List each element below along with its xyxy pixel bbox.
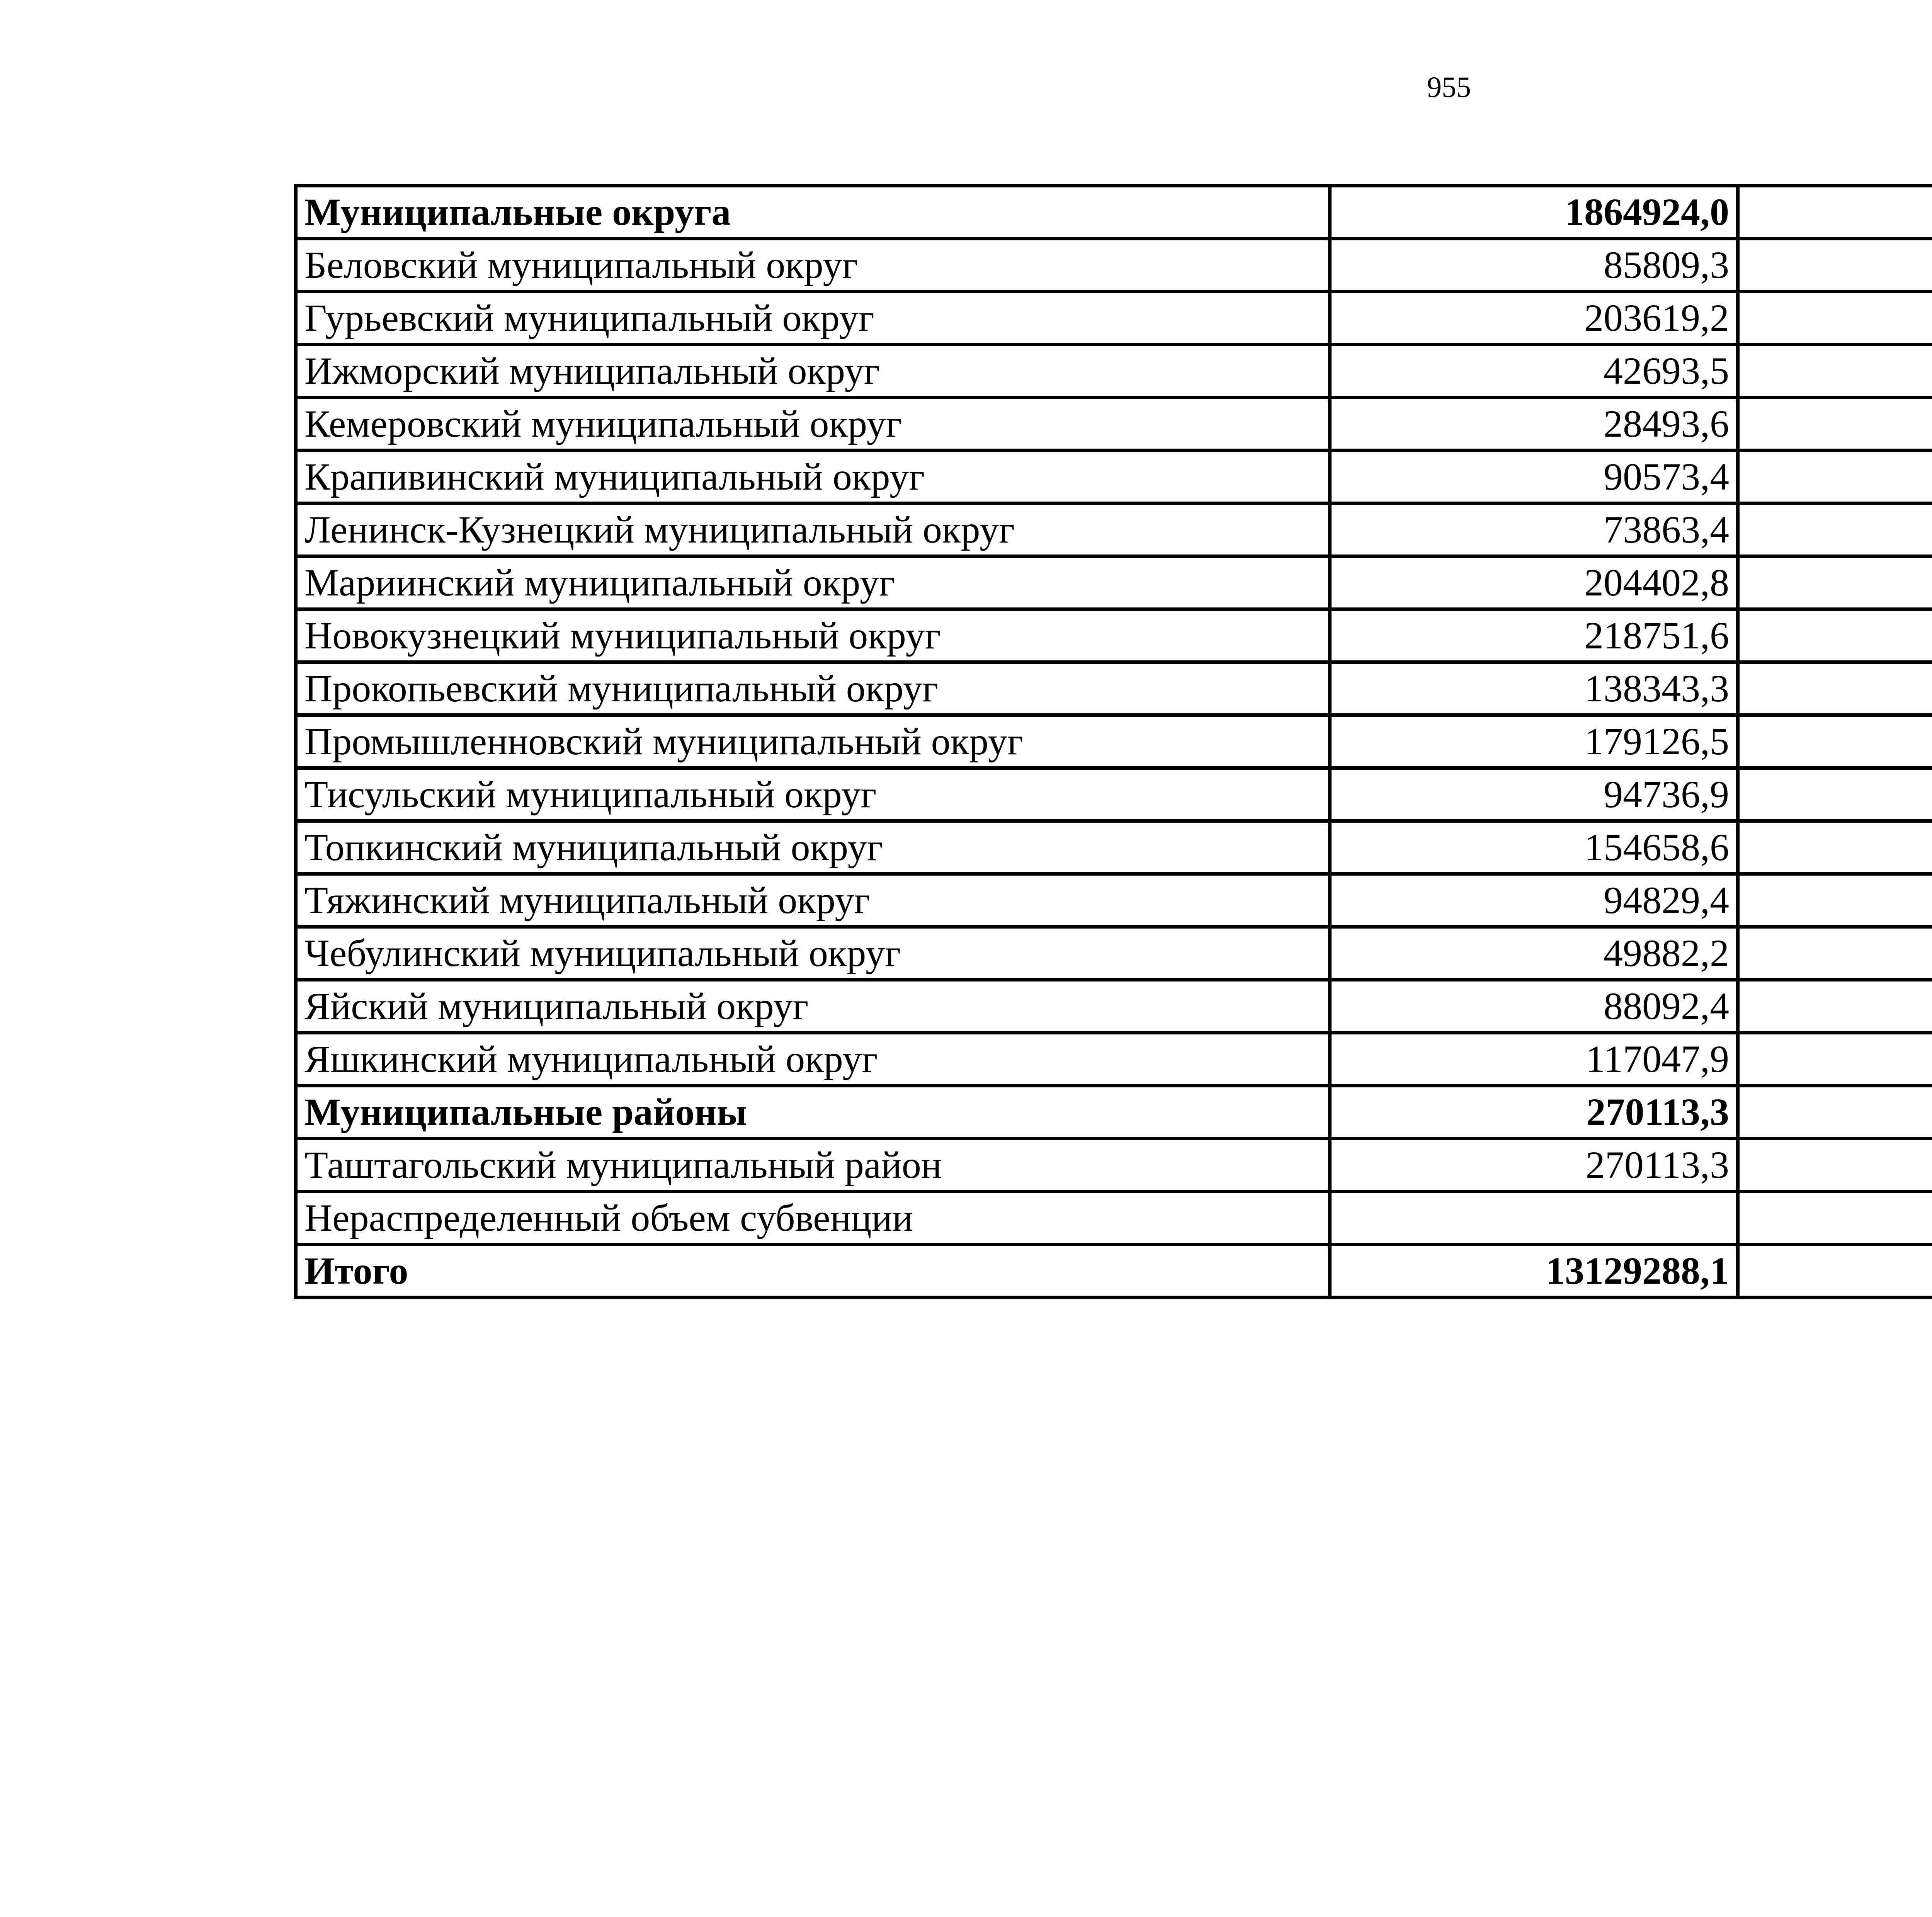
- value-col2-cell: [1738, 186, 1932, 239]
- value-col2-cell: [1738, 1139, 1932, 1192]
- value-col2-cell: [1738, 1245, 1932, 1298]
- value-col2-cell: [1738, 821, 1932, 874]
- table-subtotal-row: [296, 1086, 1932, 1139]
- municipality-name-cell: Мариинский муниципальный округ: [296, 556, 1330, 609]
- table-row: [296, 927, 1932, 980]
- value-col2-cell: [1738, 927, 1932, 980]
- table-row: [296, 292, 1932, 345]
- table-row: [296, 503, 1932, 556]
- value-col1-cell: 179126,5: [1330, 715, 1738, 768]
- municipality-name-cell: Тяжинский муниципальный округ: [296, 874, 1330, 927]
- value-col2-cell: [1738, 662, 1932, 715]
- table-subtotal-row: [296, 1245, 1932, 1298]
- table-body: [296, 186, 1932, 1298]
- value-col2-cell: [1738, 1192, 1932, 1245]
- table-row: [296, 345, 1932, 398]
- municipality-name-cell: Беловский муниципальный округ: [296, 239, 1330, 292]
- subvention-table: [294, 184, 1932, 1299]
- municipality-name-cell: Новокузнецкий муниципальный округ: [296, 609, 1330, 662]
- table-row: [296, 821, 1932, 874]
- municipality-name-cell: Таштагольский муниципальный район: [296, 1139, 1330, 1192]
- municipality-name-cell: Промышленновский муниципальный округ: [296, 715, 1330, 768]
- table-row: [296, 1033, 1932, 1086]
- table-row: [296, 1139, 1932, 1192]
- municipality-name-cell: Гурьевский муниципальный округ: [296, 292, 1330, 345]
- municipality-name-cell: Итого: [296, 1245, 1330, 1298]
- value-col2-cell: [1738, 451, 1932, 503]
- value-col1-cell: 204402,8: [1330, 556, 1738, 609]
- table-subtotal-row: [296, 186, 1932, 239]
- value-col1-cell: 13129288,1: [1330, 1245, 1738, 1298]
- table-row: [296, 768, 1932, 821]
- value-col1-cell: 94829,4: [1330, 874, 1738, 927]
- page-number: 955: [1427, 71, 1471, 104]
- value-col2-cell: [1738, 345, 1932, 398]
- municipality-name-cell: Топкинский муниципальный округ: [296, 821, 1330, 874]
- value-col1-cell: 90573,4: [1330, 451, 1738, 503]
- value-col2-cell: [1738, 239, 1932, 292]
- value-col2-cell: [1738, 874, 1932, 927]
- table-row: [296, 1192, 1932, 1245]
- table-row: [296, 874, 1932, 927]
- value-col1-cell: [1330, 1192, 1738, 1245]
- value-col2-cell: [1738, 715, 1932, 768]
- value-col2-cell: [1738, 768, 1932, 821]
- value-col1-cell: 218751,6: [1330, 609, 1738, 662]
- table-row: [296, 609, 1932, 662]
- municipality-name-cell: Нераспределенный объем субвенции: [296, 1192, 1330, 1245]
- value-col1-cell: 94736,9: [1330, 768, 1738, 821]
- value-col1-cell: 270113,3: [1330, 1086, 1738, 1139]
- value-col2-cell: [1738, 556, 1932, 609]
- table-row: [296, 715, 1932, 768]
- table-row: [296, 556, 1932, 609]
- value-col1-cell: 28493,6: [1330, 398, 1738, 451]
- value-col2-cell: [1738, 398, 1932, 451]
- municipality-name-cell: Ижморский муниципальный округ: [296, 345, 1330, 398]
- value-col2-cell: [1738, 503, 1932, 556]
- municipality-name-cell: Яшкинский муниципальный округ: [296, 1033, 1330, 1086]
- value-col1-cell: 270113,3: [1330, 1139, 1738, 1192]
- municipality-name-cell: Крапивинский муниципальный округ: [296, 451, 1330, 503]
- table-row: [296, 239, 1932, 292]
- value-col1-cell: 154658,6: [1330, 821, 1738, 874]
- value-col1-cell: 88092,4: [1330, 980, 1738, 1033]
- value-col1-cell: 42693,5: [1330, 345, 1738, 398]
- municipality-name-cell: Кемеровский муниципальный округ: [296, 398, 1330, 451]
- value-col1-cell: 85809,3: [1330, 239, 1738, 292]
- table-row: [296, 398, 1932, 451]
- value-col1-cell: 49882,2: [1330, 927, 1738, 980]
- table-row: [296, 980, 1932, 1033]
- value-col1-cell: 138343,3: [1330, 662, 1738, 715]
- value-col1-cell: 203619,2: [1330, 292, 1738, 345]
- municipality-name-cell: Муниципальные районы: [296, 1086, 1330, 1139]
- municipality-name-cell: Прокопьевский муниципальный округ: [296, 662, 1330, 715]
- value-col1-cell: 1864924,0: [1330, 186, 1738, 239]
- table-row: [296, 451, 1932, 503]
- municipality-name-cell: Ленинск-Кузнецкий муниципальный округ: [296, 503, 1330, 556]
- value-col2-cell: [1738, 1086, 1932, 1139]
- value-col2-cell: [1738, 980, 1932, 1033]
- value-col1-cell: 73863,4: [1330, 503, 1738, 556]
- value-col2-cell: [1738, 1033, 1932, 1086]
- value-col1-cell: 117047,9: [1330, 1033, 1738, 1086]
- value-col2-cell: [1738, 292, 1932, 345]
- municipality-name-cell: Муниципальные округа: [296, 186, 1330, 239]
- municipality-name-cell: Чебулинский муниципальный округ: [296, 927, 1330, 980]
- municipality-name-cell: Яйский муниципальный округ: [296, 980, 1330, 1033]
- value-col2-cell: [1738, 609, 1932, 662]
- table-row: [296, 662, 1932, 715]
- municipality-name-cell: Тисульский муниципальный округ: [296, 768, 1330, 821]
